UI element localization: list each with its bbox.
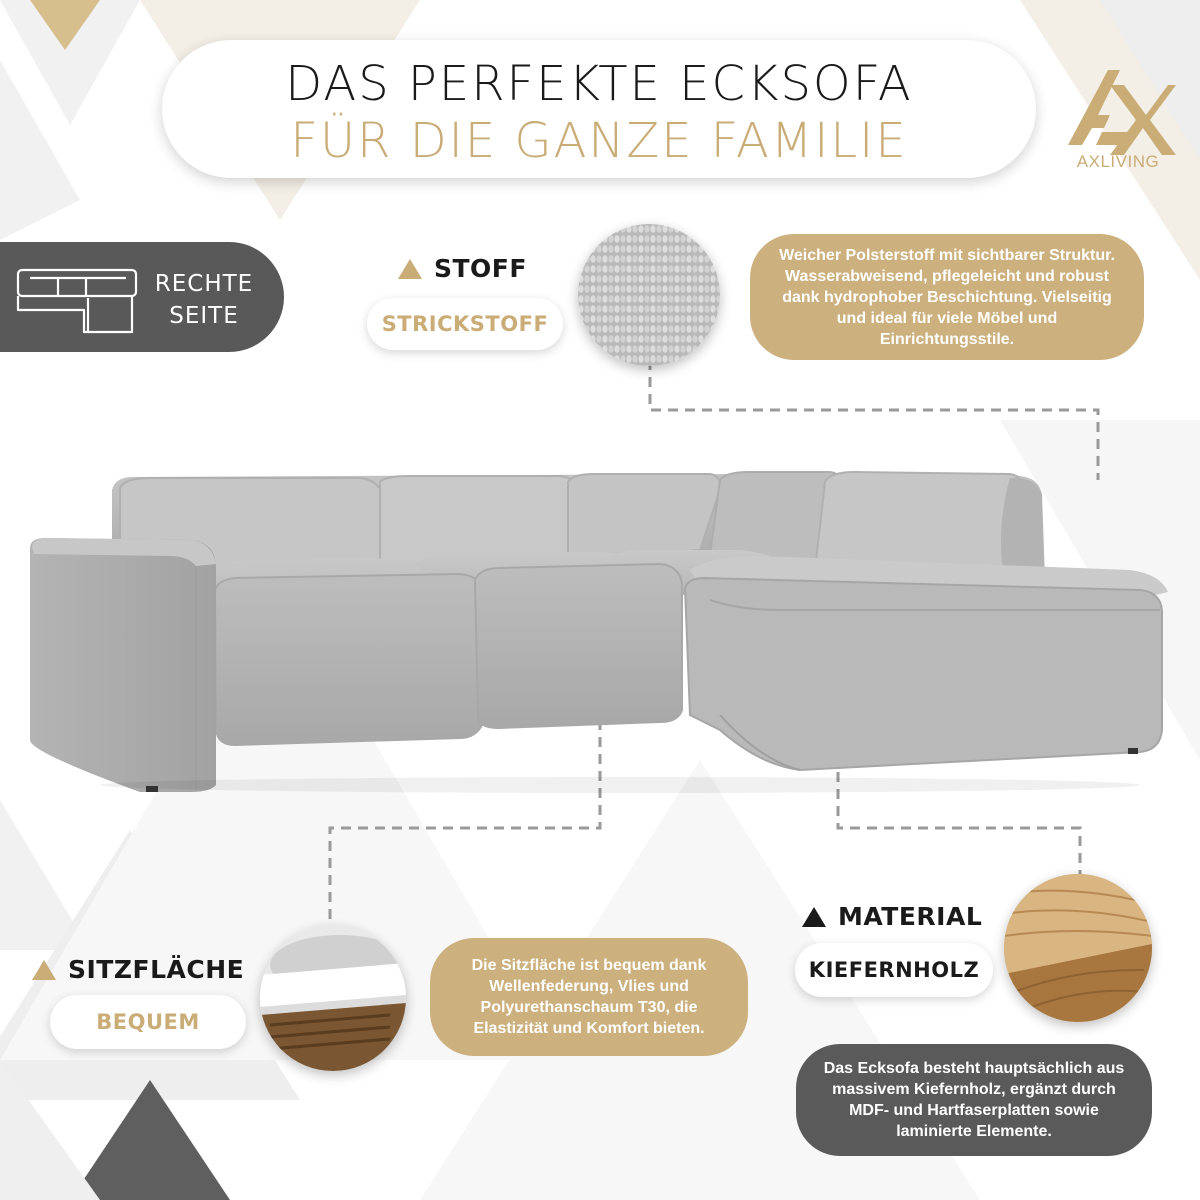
gold-triangle-icon (32, 960, 56, 980)
corner-sofa-outline-icon (16, 264, 140, 336)
title-line-1: DAS PERFEKTE ECKSOFA (285, 56, 913, 112)
material-value-badge: KIEFERNHOLZ (795, 943, 993, 997)
brand-name: AXLIVING (1076, 152, 1160, 171)
sitz-heading (32, 955, 244, 984)
material-heading-label: MATERIAL (838, 902, 983, 931)
orientation-label (140, 268, 268, 332)
seat-layers-icon (260, 925, 406, 1071)
stoff-description: Weicher Polsterstoff mit sichtbarer Struktur. Wasserabweisend, pflegeleicht und robust dank hydrophober Beschichtung. Vielseitig und ideal für viele Möbel und Einrichtungsstile. (750, 234, 1144, 360)
sitz-value-badge: BEQUEM (50, 995, 246, 1049)
dark-triangle-icon (802, 907, 826, 927)
title-line-2: FÜR DIE GANZE FAMILIE (290, 113, 908, 169)
corner-sofa-image (20, 460, 1180, 800)
title-banner (162, 40, 1036, 178)
stoff-heading (398, 254, 527, 283)
orientation-panel (0, 242, 284, 352)
orientation-line-2: SEITE (169, 303, 239, 329)
fabric-texture-icon (578, 224, 720, 366)
stoff-value-badge: STRICKSTOFF (367, 298, 563, 350)
gold-triangle-icon (398, 259, 422, 279)
stoff-heading-label: STOFF (434, 254, 527, 283)
orientation-line-1: RECHTE (154, 271, 254, 297)
sitz-heading-label: SITZFLÄCHE (68, 955, 245, 984)
sitz-description: Die Sitzfläche ist bequem dank Wellenfederung, Vlies und Polyurethanschaum T30, die Elastizität und Komfort bieten. (430, 938, 748, 1056)
material-heading (802, 902, 982, 931)
material-description: Das Ecksofa besteht hauptsächlich aus massivem Kiefernholz, ergänzt durch MDF- und Hartfaserplatten sowie laminierte Elemente. (796, 1044, 1152, 1156)
pine-wood-block-icon (1004, 874, 1152, 1022)
